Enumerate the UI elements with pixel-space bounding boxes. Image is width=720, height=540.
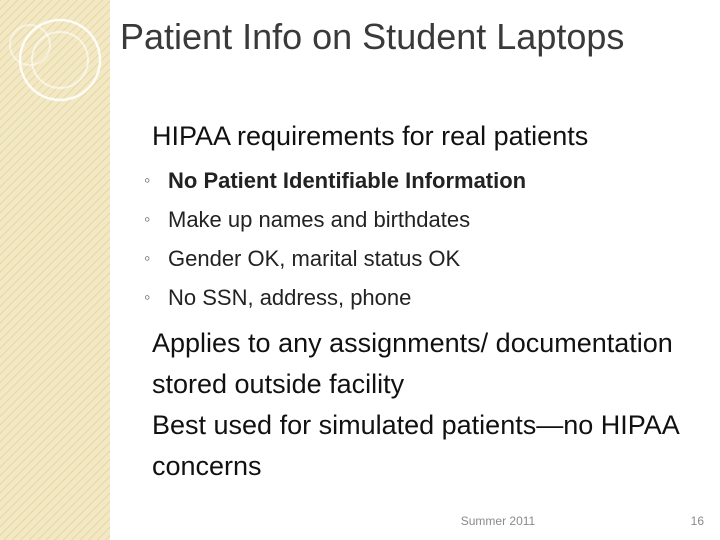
bullet-hipaa <box>128 116 698 157</box>
bullet-applies <box>128 323 698 405</box>
hollow-circle-icon: ◦ <box>144 248 151 268</box>
hollow-circle-icon: ◦ <box>144 209 151 229</box>
subbullet-text: No Patient Identifiable Information <box>168 168 527 193</box>
hipaa-subbullets <box>128 161 698 317</box>
subbullet-item <box>128 278 698 317</box>
hollow-circle-icon: ◦ <box>144 170 151 190</box>
subbullet-text: No SSN, address, phone <box>168 285 412 310</box>
subbullet-text: Gender OK, marital status OK <box>168 246 461 271</box>
slide-footer: Summer 2011 <box>460 514 536 528</box>
bullet-text: Applies to any assignments/ documentation stored outside facility <box>152 328 673 399</box>
decorative-sidebar <box>0 0 110 540</box>
hollow-circle-icon: ◦ <box>144 287 151 307</box>
slide-title: Patient Info on Student Laptops <box>120 16 625 57</box>
bullet-text: HIPAA requirements for real patients <box>152 121 589 151</box>
swirl-decoration-icon <box>0 0 110 540</box>
page-number: 16 <box>690 514 704 528</box>
subbullet-item <box>128 239 698 278</box>
bullet-text: Best used for simulated patients—no HIPAA concerns <box>152 410 679 481</box>
subbullet-text: Make up names and birthdates <box>168 207 471 232</box>
subbullet-item <box>128 200 698 239</box>
slide-content <box>128 116 698 487</box>
bullet-best-used <box>128 405 698 487</box>
subbullet-item <box>128 161 698 200</box>
